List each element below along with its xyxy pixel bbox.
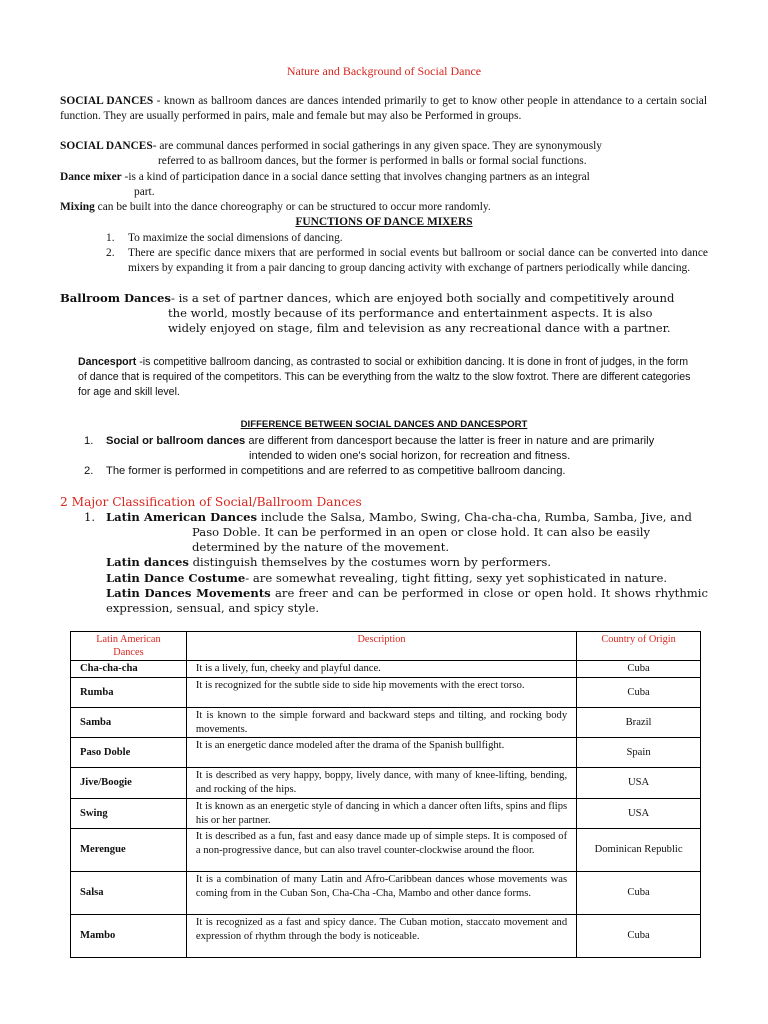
mixing-definition: [60, 200, 720, 215]
dancesport-term: Dancesport: [78, 356, 137, 368]
dance-mixer-line2: part.: [134, 186, 155, 198]
dance-name-cell: Rumba: [71, 678, 187, 708]
dance-country-cell: Cuba: [577, 678, 701, 708]
latin-dances-term: Latin dances: [106, 555, 189, 569]
dance-name-cell: Jive/Boogie: [71, 768, 187, 798]
difference-heading: DIFFERENCE BETWEEN SOCIAL DANCES AND DANCESPORT: [240, 419, 528, 430]
dance-name-cell: Samba: [71, 708, 187, 738]
dance-description-cell: It is known as an energetic style of dancing in which a dancer often lifts, spins and flips his or her partner.: [186, 798, 576, 828]
dance-description-cell: It is recognized as a fast and spicy dance. The Cuban motion, staccato movement and expression of rhythm through the body is noticeable.: [186, 915, 576, 958]
dance-country-cell: Dominican Republic: [577, 829, 701, 872]
latin-american-dances-text: include the Salsa, Mambo, Swing, Cha-cha-cha, Rumba, Samba, Jive, and: [257, 510, 692, 524]
table-row: [71, 798, 701, 828]
difference-item-1-num: 1.: [84, 435, 94, 447]
social-dances-communal-line2: referred to as ballroom dances, but the former is performed in balls or formal social functions.: [158, 155, 587, 167]
latin-movements-term: Latin Dances Movements: [106, 586, 271, 600]
dance-description-cell: It is described as very happy, boppy, lively dance, with many of knee-lifting, bending, and rocking of the hips.: [186, 768, 576, 798]
difference-item-1-line2: intended to widen one's social horizon, for recreation and fitness.: [249, 450, 571, 462]
table-row: [71, 872, 701, 915]
dance-name-cell: Paso Doble: [71, 738, 187, 768]
table-body: [71, 661, 701, 958]
dance-description-cell: It is a lively, fun, cheeky and playful dance.: [186, 661, 576, 678]
table-row: [71, 768, 701, 798]
dance-mixer-term: Dance mixer: [60, 171, 122, 183]
dance-name-cell: Mambo: [71, 915, 187, 958]
difference-item-1-line1: [106, 434, 716, 449]
dance-country-cell: Brazil: [577, 708, 701, 738]
latin-movements-line: [106, 586, 708, 617]
dance-description-cell: It is known to the simple forward and backward steps and tilting, and rocking body movements.: [186, 708, 576, 738]
mixing-text: can be built into the dance choreography or can be structured to occur more randomly.: [94, 201, 491, 213]
functions-item-2-num: 2.: [106, 247, 115, 259]
difference-item-2-text: The former is performed in competitions and are referred to as competitive ballroom dancing.: [106, 465, 566, 477]
dancesport-definition: [78, 355, 698, 400]
social-dances-text: - known as ballroom dances are dances intended primarily to get to know other people in attendance to a certain social function. They are usually performed in pairs, male and female but may also be Performed in groups.: [60, 95, 708, 122]
dance-description-cell: It is a combination of many Latin and Afro-Caribbean dances whose movements was coming from in the Cuban Son, Cha-Cha -Cha, Mambo and other dance forms.: [186, 872, 576, 915]
dance-name-cell: Swing: [71, 798, 187, 828]
classification-item-1-num: 1.: [84, 510, 96, 524]
dance-mixer-line1: -is a kind of participation dance in a social dance setting that involves changing partners as an integral: [121, 171, 590, 183]
mixing-term: Mixing: [60, 201, 95, 213]
functions-item-1-text: To maximize the social dimensions of dancing.: [128, 232, 343, 244]
ballroom-term: Ballroom Dances: [60, 291, 171, 305]
table-header-description: Description: [186, 632, 576, 661]
dance-country-cell: Cuba: [577, 661, 701, 678]
dance-country-cell: Cuba: [577, 872, 701, 915]
ballroom-definition: [60, 291, 720, 307]
latin-dances-table: [70, 631, 701, 958]
ballroom-line2: the world, mostly because of its performance and entertainment aspects. It is also: [168, 306, 653, 320]
dance-description-cell: It is recognized for the subtle side to side hip movements with the erect torso.: [186, 678, 576, 708]
latin-dances-line: [106, 555, 716, 570]
ballroom-line1: - is a set of partner dances, which are enjoyed both socially and competitively around: [170, 291, 675, 305]
difference-item-1-text: are different from dancesport because the latter is freer in nature and are primarily: [245, 435, 655, 447]
classification-heading: 2 Major Classification of Social/Ballroom Dances: [60, 495, 362, 509]
social-dances-communal: [60, 139, 720, 154]
ballroom-line3: widely enjoyed on stage, film and television as any recreational dance with a partner.: [168, 321, 671, 335]
difference-item-1-term: Social or ballroom dances: [106, 435, 246, 447]
social-dances-communal-line1: - are communal dances performed in social gatherings in any given space. They are synonymously: [152, 140, 602, 152]
dance-description-cell: It is an energetic dance modeled after the drama of the Spanish bullfight.: [186, 738, 576, 768]
social-dances-term-2: SOCIAL DANCES: [60, 140, 153, 152]
dance-country-cell: Spain: [577, 738, 701, 768]
table-row: [71, 738, 701, 768]
table-row: [71, 678, 701, 708]
social-dances-term: SOCIAL DANCES: [60, 95, 154, 107]
page-title: Nature and Background of Social Dance: [286, 64, 482, 78]
table-row: [71, 708, 701, 738]
latin-movements-text: are freer and can be performed in close or open hold. It shows rhythmic expression, sensual, and spicy style.: [106, 586, 708, 616]
latin-costume-text: - are somewhat revealing, tight fitting, sexy yet sophisticated in nature.: [245, 571, 668, 585]
classification-item-1-line3: determined by the nature of the movement.: [192, 540, 450, 554]
classification-item-1-line2: Paso Doble. It can be performed in an open or close hold. It can also be easily: [192, 525, 651, 539]
table-header-row: [71, 632, 701, 661]
table-header-dance: Latin American Dances: [71, 632, 187, 661]
table-row: [71, 661, 701, 678]
functions-item-1-num: 1.: [106, 232, 115, 244]
dancesport-text: -is competitive ballroom dancing, as contrasted to social or exhibition dancing. It is done in front of judges, in the form of dance that is required of the competitors. This can be everything from the waltz to the slow foxtrot. There are different categories for age and skill level.: [78, 356, 691, 398]
table-header-country: Country of Origin: [577, 632, 701, 661]
latin-american-dances-term: Latin American Dances: [106, 510, 258, 524]
dance-name-cell: Merengue: [71, 829, 187, 872]
social-dances-definition: [60, 94, 707, 124]
latin-costume-term: Latin Dance Costume: [106, 571, 246, 585]
classification-item-1-line1: [106, 510, 726, 525]
dance-name-cell: Cha-cha-cha: [71, 661, 187, 678]
dance-country-cell: USA: [577, 768, 701, 798]
table-row: [71, 829, 701, 872]
dance-country-cell: USA: [577, 798, 701, 828]
dance-country-cell: Cuba: [577, 915, 701, 958]
dance-description-cell: It is described as a fun, fast and easy dance made up of simple steps. It is composed of a non-progressive dance, but can also travel counter-clockwise around the floor.: [186, 829, 576, 872]
functions-heading: FUNCTIONS OF DANCE MIXERS: [295, 216, 473, 228]
dance-mixer-definition: [60, 170, 720, 185]
latin-dances-text: distinguish themselves by the costumes worn by performers.: [188, 555, 552, 569]
table-row: [71, 915, 701, 958]
dance-name-cell: Salsa: [71, 872, 187, 915]
difference-item-2-num: 2.: [84, 465, 94, 477]
latin-costume-line: [106, 571, 716, 586]
functions-item-2-text: There are specific dance mixers that are performed in social events but ballroom or social dance can be converted into dance mixers by expanding it from a pair dancing to group dancing activity with exchange of partners periodically while dancing.: [128, 247, 708, 274]
